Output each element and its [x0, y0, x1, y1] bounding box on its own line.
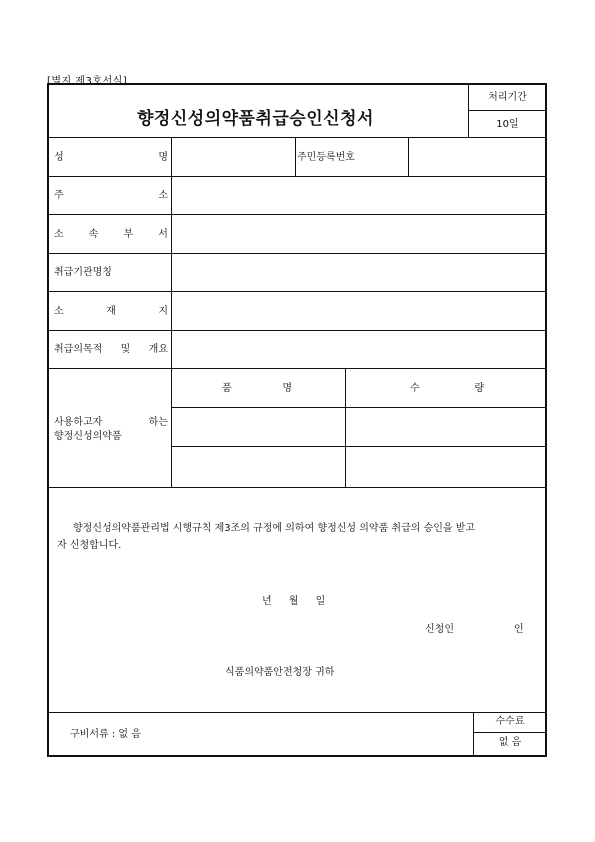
drug-quantity-field[interactable] — [346, 408, 546, 446]
department-label — [54, 229, 168, 241]
statement-line-1: 향정신성의약품관리법 시행규칙 제3조의 규정에 의하여 향정신성 의약품 취급의 승인을 받고 — [73, 523, 476, 534]
divider — [47, 712, 547, 713]
form-number-label: [별지 제3호서식] — [47, 76, 128, 87]
recipient-line: 식품의약품안전청장 귀하 — [225, 667, 335, 678]
item-name-header — [222, 383, 292, 395]
quantity-header — [410, 383, 484, 395]
resident-number-field[interactable] — [409, 138, 546, 176]
name-field[interactable] — [172, 138, 295, 176]
date-line: 년 월 일 — [262, 596, 326, 607]
address-label — [54, 190, 168, 202]
department-field[interactable] — [172, 215, 546, 253]
location-label-part: 재 — [106, 306, 116, 317]
purpose-label — [54, 344, 168, 356]
fee-value: 없 음 — [498, 737, 522, 748]
quantity-header-part: 수 — [410, 383, 420, 394]
department-label-part: 부 — [123, 229, 134, 240]
department-label-part: 소 — [54, 229, 64, 240]
form-title: 향정신성의약품취급승인신청서 — [137, 109, 374, 129]
drug-quantity-field[interactable] — [346, 447, 546, 487]
address-field[interactable] — [172, 177, 546, 214]
resident-number-label: 주민등록번호 — [297, 152, 355, 163]
location-field[interactable] — [172, 292, 546, 330]
purpose-label-part: 개요 — [148, 344, 168, 355]
drug-item-field[interactable] — [172, 408, 345, 446]
processing-period-value: 10일 — [496, 119, 519, 130]
location-label — [54, 306, 168, 318]
name-label — [54, 152, 168, 164]
item-name-header-part: 명 — [282, 383, 292, 394]
quantity-header-part: 량 — [474, 383, 484, 394]
location-label-part: 소 — [54, 306, 64, 317]
divider — [295, 137, 296, 176]
drugs-row-label-part: 사용하고자 — [54, 417, 103, 428]
location-label-part: 지 — [158, 306, 168, 317]
drugs-row-label-line2: 향정신성의약품 — [54, 431, 122, 442]
divider — [47, 487, 547, 488]
drug-item-field[interactable] — [172, 447, 345, 487]
divider — [473, 732, 547, 733]
divider — [47, 368, 547, 369]
attachments-line: 구비서류 : 없 음 — [70, 729, 141, 740]
applicant-label: 신청인 — [425, 624, 454, 635]
department-label-part: 속 — [88, 229, 99, 240]
item-name-header-part: 품 — [222, 383, 232, 394]
fee-label: 수수료 — [495, 716, 525, 727]
department-label-part: 서 — [158, 229, 168, 240]
name-label-part: 명 — [158, 152, 168, 163]
drugs-row-label — [54, 417, 168, 429]
purpose-label-part: 취급의목적 — [54, 344, 103, 355]
drugs-row-label-part: 하는 — [148, 417, 168, 428]
agency-name-field[interactable] — [172, 254, 546, 291]
processing-period-label: 처리기간 — [488, 92, 527, 103]
purpose-field[interactable] — [172, 331, 546, 368]
address-label-part: 소 — [158, 190, 168, 201]
agency-name-label: 취급기관명칭 — [54, 267, 112, 278]
divider — [468, 110, 547, 111]
purpose-label-part: 및 — [120, 344, 131, 355]
statement-line-2: 자 신청합니다. — [57, 540, 122, 551]
name-label-part: 성 — [54, 152, 64, 163]
address-label-part: 주 — [54, 190, 64, 201]
seal-mark: 인 — [514, 624, 524, 635]
